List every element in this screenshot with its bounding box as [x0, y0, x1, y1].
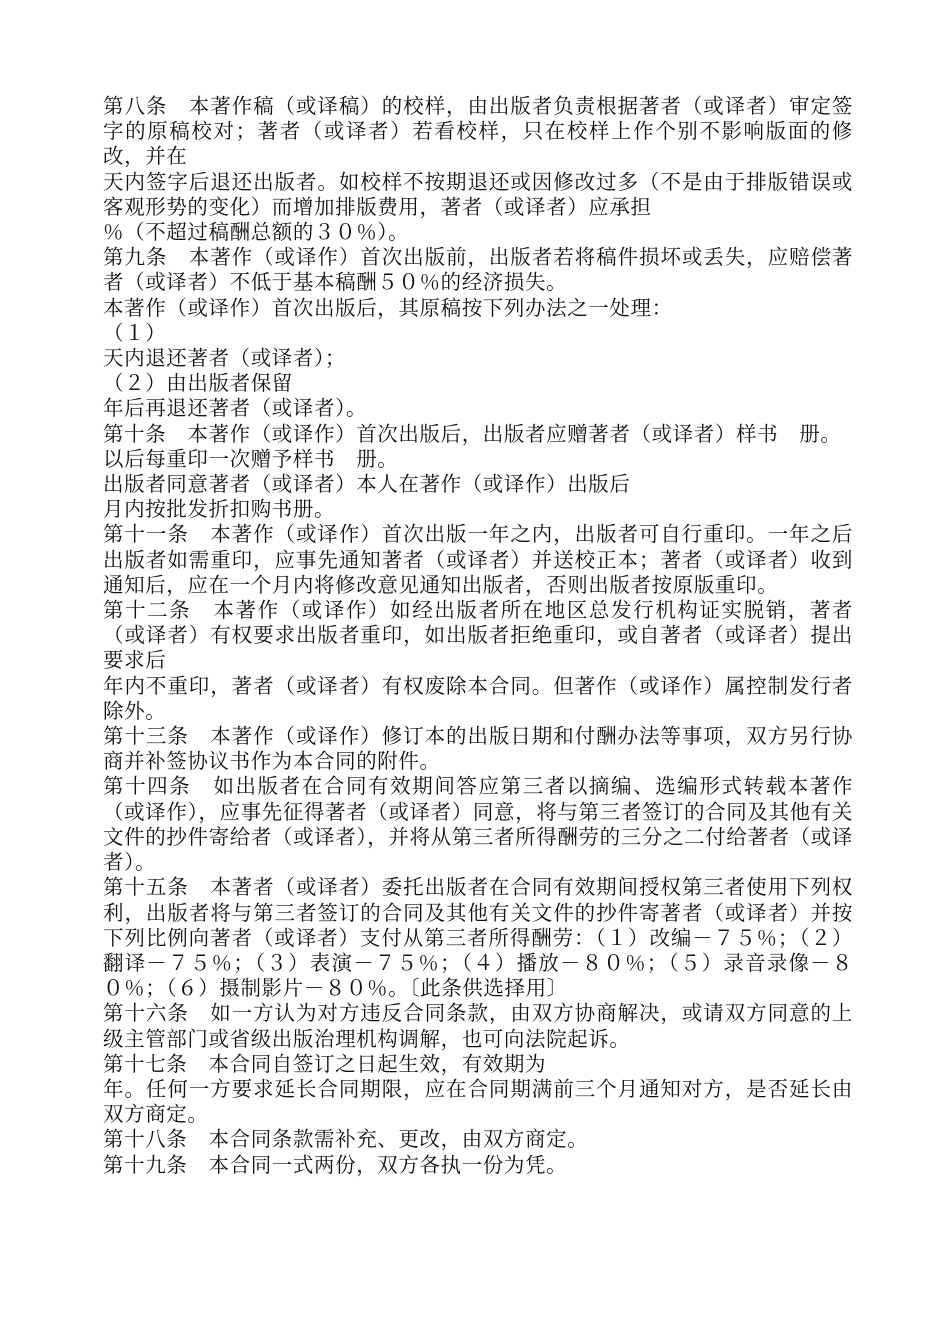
- clause-8-part-3: ％（不超过稿酬总额的３０％）。: [103, 220, 410, 245]
- clause-17-part-1: 第十七条 本合同自签订之日起生效，有效期为: [103, 1051, 547, 1076]
- manuscript-option-2-text: 年后再退还著者（或译者）。: [103, 396, 368, 421]
- manuscript-option-1-text: 天内退还著者（或译者）；: [103, 346, 346, 371]
- clause-8-part-1: 第八条 本著作稿（或译稿）的校样，由出版者负责根据著者（或译者）审定签字的原稿校对；著者（或译者）若看校样，只在校样上作个别不影响版面的修改，并在: [103, 94, 853, 169]
- clause-10-purchase-part-1: 出版者同意著者（或译者）本人在著作（或译作）出版后: [103, 472, 631, 497]
- clause-14: 第十四条 如出版者在合同有效期间答应第三者以摘编、选编形式转载本著作（或译作），应事先征得著者（或译者）同意，将与第三者签订的合同及其他有关文件的抄件寄给者（或译者），并将从第三者所得酬劳的三分之二付给著者（或译者）。: [103, 774, 853, 875]
- clause-8-part-2: 天内签字后退还出版者。如校样不按期退还或因修改过多（不是由于排版错误或客观形势的变化）而增加排版费用，著者（或译者）应承担: [103, 169, 853, 219]
- contract-page: [103, 94, 853, 1178]
- clause-9: 第九条 本著作（或译作）首次出版前，出版者若将稿件损坏或丢失，应赔偿著者（或译者）不低于基本稿酬５０％的经济损失。: [103, 245, 853, 295]
- clause-18: 第十八条 本合同条款需补充、更改，由双方商定。: [103, 1127, 589, 1152]
- manuscript-option-2-label: （２）由出版者保留: [103, 371, 293, 396]
- clause-16: 第十六条 如一方认为对方违反合同条款，由双方协商解决，或请双方同意的上级主管部门或省级出版治理机构调解，也可向法院起诉。: [103, 1001, 853, 1051]
- clause-10: 第十条 本著作（或译作）首次出版后，出版者应赠著者（或译者）样书 册。: [103, 421, 842, 446]
- clause-19: 第十九条 本合同一式两份，双方各执一份为凭。: [103, 1152, 568, 1177]
- clause-11: 第十一条 本著作（或译作）首次出版一年之内，出版者可自行重印。一年之后出版者如需重印，应事先通知著者（或译者）并送校正本；著者（或译者）收到通知后，应在一个月内将修改意见通知出版者，否则出版者按原版重印。: [103, 522, 853, 597]
- clause-15: 第十五条 本著者（或译者）委托出版者在合同有效期间授权第三者使用下列权利，出版者将与第三者签订的合同及其他有关文件的抄件寄著者（或译者）并按下列比例向著者（或译者）支付从第三者所得酬劳：（１）改编－７５％；（２）翻译－７５％；（３）表演－７５％；（４）播放－８０％；（５）录音录像－８０％；（６）摄制影片－８０％。〔此条供选择用〕: [103, 875, 853, 1001]
- manuscript-handling-intro: 本著作（或译作）首次出版后，其原稿按下列办法之一处理：: [103, 295, 673, 320]
- clause-12-part-1: 第十二条 本著作（或译作）如经出版者所在地区总发行机构证实脱销，著者（或译者）有权要求出版者重印，如出版者拒绝重印，或自著者（或译者）提出要求后: [103, 598, 853, 673]
- clause-13: 第十三条 本著作（或译作）修订本的出版日期和付酬办法等事项，双方另行协商并补签协议书作为本合同的附件。: [103, 724, 853, 774]
- clause-12-part-2: 年内不重印，著者（或译者）有权废除本合同。但著作（或译作）属控制发行者除外。: [103, 673, 853, 723]
- clause-10-purchase-part-2: 月内按批发折扣购书册。: [103, 497, 336, 522]
- manuscript-option-1-label: （１）: [103, 320, 167, 345]
- clause-10-reprint-copies: 以后每重印一次赠予样书 册。: [103, 446, 399, 471]
- clause-17-part-2: 年。任何一方要求延长合同期限，应在合同期满前三个月通知对方，是否延长由双方商定。: [103, 1076, 853, 1127]
